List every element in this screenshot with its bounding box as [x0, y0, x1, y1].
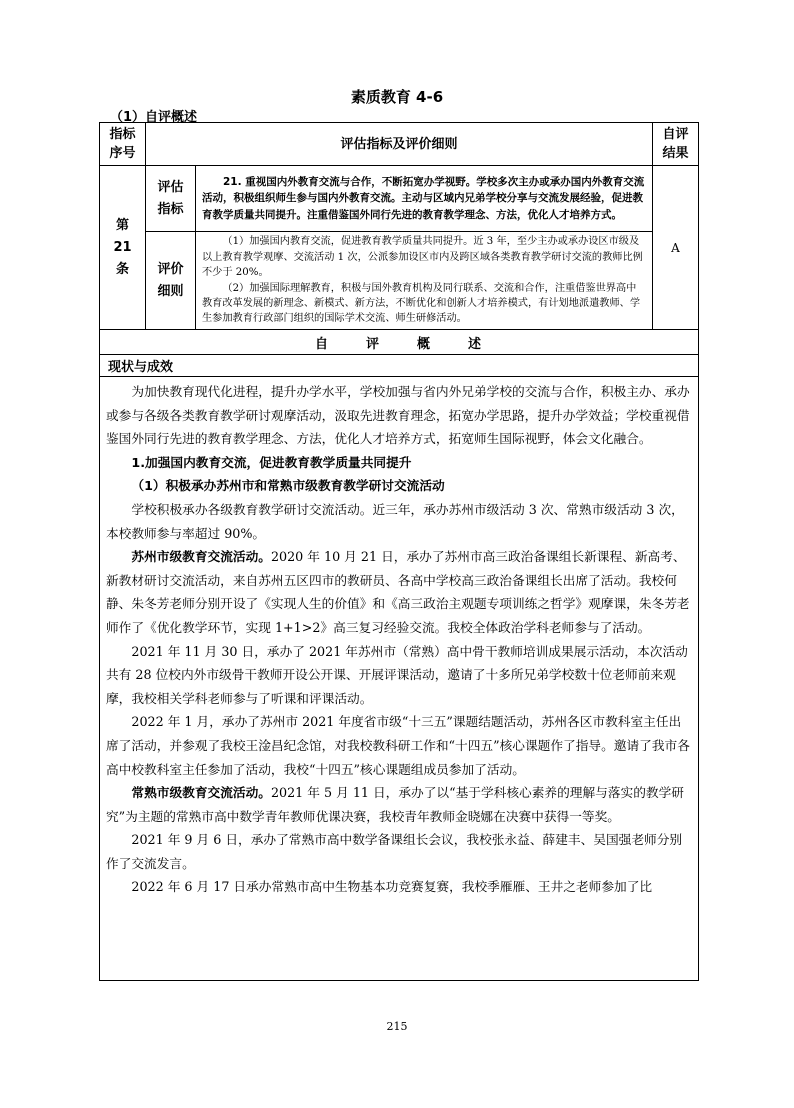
article-line3: 条 — [115, 261, 129, 277]
evaluation-table — [99, 122, 699, 981]
status-row — [100, 355, 699, 377]
heading-2: （1）积极承办苏州市和常熟市级教育教学研讨交流活动 — [131, 478, 445, 494]
result-header-line2: 结果 — [662, 146, 689, 161]
changshu-paragraph-2: 2021 年 9 月 6 日，承办了常熟市高中数学备课组长会议，我校张永益、薛建丰、吴国强老师分别作了交流发言。 — [106, 832, 683, 871]
status-label: 现状与成效 — [100, 355, 699, 377]
summary-paragraph: 学校积极承办各级教育教学研讨交流活动。近三年，承办苏州市级活动 3 次、常熟市级活动 3 次，本校教师参与率超过 90%。 — [106, 501, 684, 541]
overview-char-1: 自 — [314, 336, 330, 352]
article-line2: 21 — [113, 239, 132, 255]
detail-label — [146, 232, 196, 330]
suzhou-text-1: 2020 年 10 月 21 日，承办了苏州市高三政治备课组长新课程、新高考、新教材研讨交流活动，来自苏州五区四市的教研员、各高中学校高三政治备课组长出席了活动。我校何静、朱冬芳老师分别开设了《实现人生的价值》和《高三政治主观题专项训练之哲学》观摩课，朱冬芳老师作了《优化教学环节，实现 1+1>2》高三复习经验交流。我校全体政治学科老师参与了活动。 — [106, 549, 690, 635]
standard-label — [146, 166, 196, 232]
overview-title-row — [100, 330, 699, 355]
header-row — [100, 123, 699, 166]
changshu-lead: 常熟市级教育交流活动。 — [131, 785, 271, 801]
changshu-paragraph-3: 2022 年 6 月 17 日承办常熟市高中生物基本功竞赛复赛，我校季雁雁、王井之老师参加了比 — [131, 879, 653, 895]
overview-char-4: 述 — [468, 336, 484, 352]
detail-item-2: （2）加强国际理解教育，积极与国外教育机构及同行联系、交流和合作，注重借鉴世界高中教育改革发展的新理念、新模式、新方法，不断优化和创新人才培养模式，有计划地派遣教师、学生参加教育行政部门组织的国际学术交流、师生研修活动。 — [202, 282, 641, 325]
suzhou-lead: 苏州市级教育交流活动。 — [131, 549, 271, 565]
page-number: 215 — [386, 1020, 408, 1033]
article-number — [100, 166, 146, 330]
article-line1: 第 — [115, 217, 129, 233]
criteria-header: 评估指标及评价细则 — [146, 123, 653, 166]
suzhou-paragraph-1 — [106, 545, 692, 639]
content-body — [100, 377, 699, 981]
overview-char-3: 概 — [417, 336, 433, 352]
section-subtitle: （1）自评概述 — [110, 110, 198, 125]
result-header-line1: 自评 — [662, 127, 689, 142]
overview-char-2: 评 — [365, 336, 381, 352]
detail-item-1: （1）加强国内教育交流，促进教育教学质量共同提升。近 3 年，至少主办或承办设区市级及以上教育教学观摩、交流活动 1 次，公派参加设区市内及跨区域各类教育教学研讨交流的教师比例不少于 20%。 — [202, 236, 643, 279]
overview-title — [100, 330, 699, 355]
content-row — [100, 377, 699, 981]
detail-text — [196, 232, 653, 330]
standard-row — [100, 166, 699, 232]
heading-1: 1.加强国内教育交流，促进教育教学质量共同提升 — [131, 454, 412, 470]
page-title: 素质教育 4-6 — [350, 88, 444, 106]
index-header-line1: 指标 — [109, 127, 136, 142]
detail-row — [100, 232, 699, 330]
changshu-paragraph-1 — [106, 781, 692, 828]
intro-paragraph: 为加快教育现代化进程，提升办学水平，学校加强与省内外兄弟学校的交流与合作，积极主办、承办或参与各级各类教育教学研讨观摩活动，汲取先进教育理念，拓宽办学思路，提升办学效益；学校重视借鉴国外同行先进的教育教学理念、方法，优化人才培养方式，拓宽师生国际视野，体会文化融合。 — [106, 384, 690, 447]
index-header-line2: 序号 — [109, 146, 136, 161]
self-evaluation-result: A — [653, 166, 699, 330]
standard-label-line2: 指标 — [157, 201, 184, 217]
standard-label-line1: 评估 — [157, 179, 184, 195]
index-header — [100, 123, 146, 166]
detail-label-line2: 细则 — [157, 283, 184, 299]
standard-text: 21. 重视国内外教育交流与合作，不断拓宽办学视野。学校多次主办或承办国内外教育交流活动，积极组织师生参与国内外教育交流。主动与区域内兄弟学校分享与交流发展经验，促进教育教学质量共同提升。注重借鉴国外同行先进的教育教学理念、方法，优化人才培养方式。 — [196, 166, 653, 232]
suzhou-paragraph-2: 2021 年 11 月 30 日，承办了 2021 年苏州市（常熟）高中骨干教师培训成果展示活动，本次活动共有 28 位校内外市级骨干教师开设公开课、开展评课活动，邀请了十多所兄弟学校数十位老师前来观摩，我校相关学科老师参与了听课和评课活动。 — [106, 643, 688, 706]
result-header — [653, 123, 699, 166]
changshu-text-1: 2021 年 5 月 11 日，承办了以“基于学科核心素养的理解与落实的教学研究”为主题的常熟市高中数学青年教师优课决赛，我校青年教师金晓娜在决赛中获得一等奖。 — [106, 785, 684, 824]
detail-label-line1: 评价 — [157, 261, 184, 277]
suzhou-paragraph-3: 2022 年 1 月，承办了苏州市 2021 年度省市级“十三五”课题结题活动，苏州各区市教科室主任出席了活动，并参观了我校王淦昌纪念馆，对我校教科研工作和“十四五”核心课题作了指导。邀请了我市各高中校教科室主任参加了活动，我校“十四五”核心课题组成员参加了活动。 — [106, 714, 690, 777]
